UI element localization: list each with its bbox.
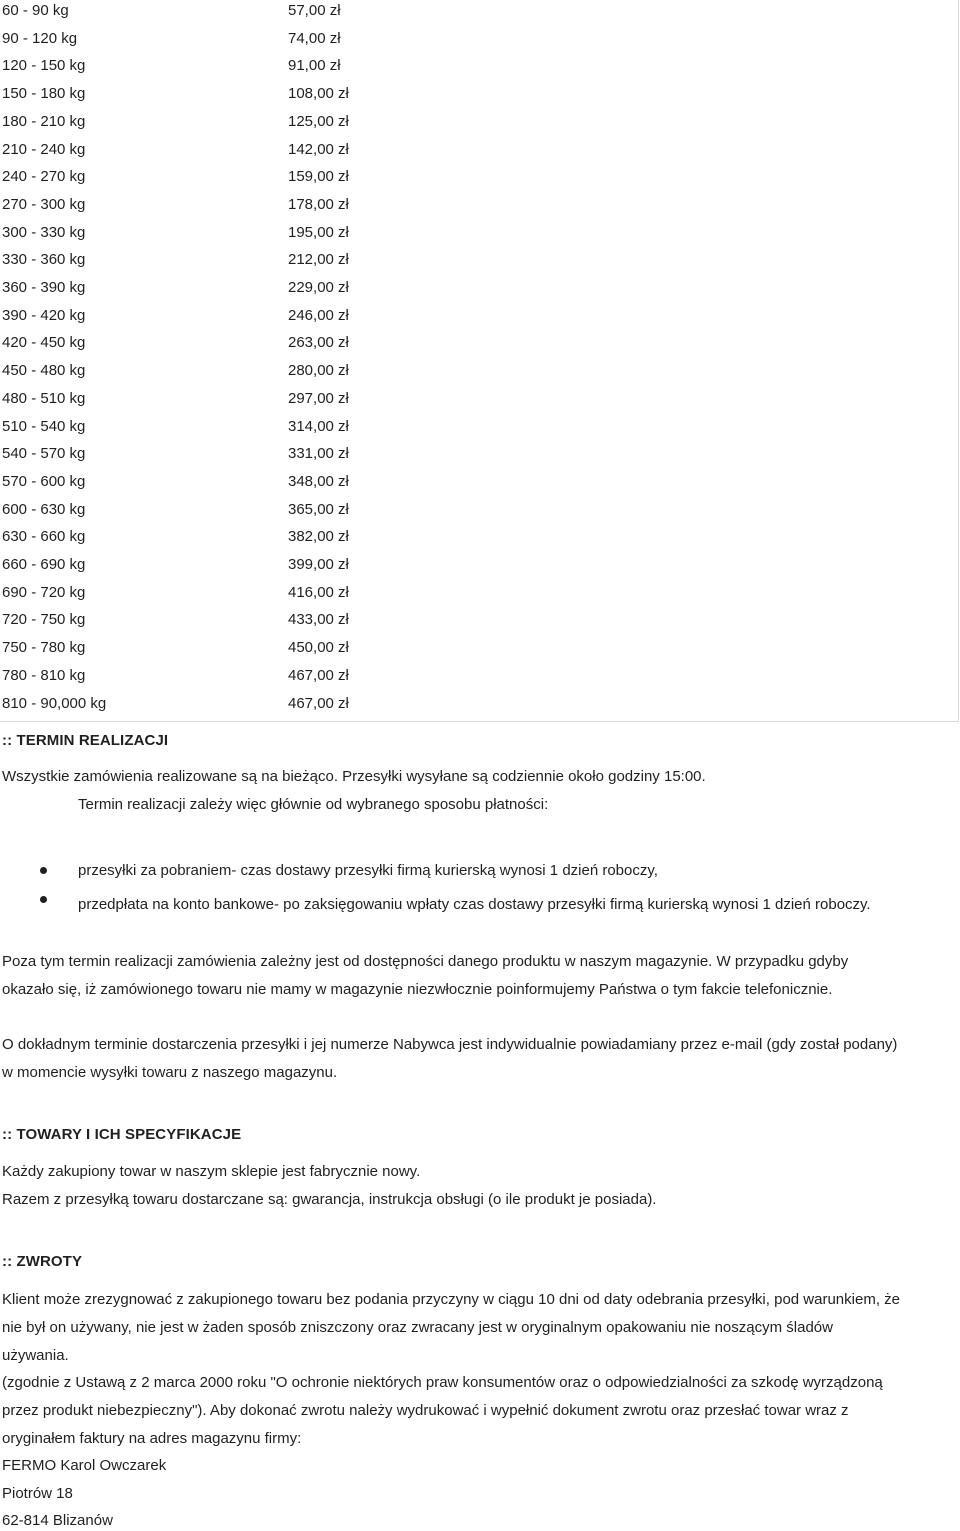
table-row (0, 249, 958, 277)
weight-range: 540 - 570 kg (2, 445, 86, 463)
shipping-price: 450,00 zł (288, 639, 349, 657)
shipping-price: 195,00 zł (288, 223, 349, 241)
shipping-price: 212,00 zł (288, 251, 349, 269)
weight-range: 150 - 180 kg (2, 85, 86, 103)
shipping-price: 91,00 zł (288, 57, 341, 75)
weight-range: 450 - 480 kg (2, 362, 86, 380)
shipping-price: 280,00 zł (288, 362, 349, 380)
towary-line-2: Razem z przesyłką towaru dostarczane są: gwarancja, instrukcja obsługi (o ile produkt je posiada). (2, 1191, 657, 1208)
shipping-price: 467,00 zł (288, 666, 349, 684)
termin-heading: :: TERMIN REALIZACJI (2, 732, 169, 749)
table-row (0, 0, 958, 28)
shipping-price: 263,00 zł (288, 334, 349, 352)
shipping-price: 74,00 zł (288, 29, 341, 47)
table-row (0, 693, 958, 721)
zwroty-heading: :: ZWROTY (2, 1253, 83, 1270)
weight-range: 750 - 780 kg (2, 639, 86, 657)
zwroty-line: przez produkt niebezpieczny"). Aby dokonać zwrotu należy wydrukować i wypełnić dokument zwrotu oraz przesłać towar wraz z (2, 1402, 849, 1419)
zwroty-line: nie był on używany, nie jest w żaden sposób zniszczony oraz zwracany jest w oryginalnym opakowaniu nie noszącym śladów (2, 1319, 833, 1336)
table-row (0, 526, 958, 554)
shipping-price: 246,00 zł (288, 306, 349, 324)
towary-heading: :: TOWARY I ICH SPECYFIKACJE (2, 1126, 242, 1143)
weight-range: 60 - 90 kg (2, 2, 69, 19)
termin-bullet-2: przedpłata na konto bankowe- po zaksięgowaniu wpłaty czas dostawy przesyłki firmą kurierską wynosi 1 dzień roboczy. (78, 896, 871, 913)
weight-range: 330 - 360 kg (2, 251, 86, 269)
table-row (0, 332, 958, 360)
weight-range: 660 - 690 kg (2, 556, 86, 573)
shipping-price: 365,00 zł (288, 500, 349, 518)
table-row (0, 609, 958, 637)
shipping-price: 467,00 zł (288, 694, 349, 712)
weight-range: 480 - 510 kg (2, 389, 86, 407)
weight-range: 120 - 150 kg (2, 57, 86, 75)
weight-range: 420 - 450 kg (2, 334, 86, 352)
shipping-price: 178,00 zł (288, 195, 349, 213)
shipping-price: 142,00 zł (288, 140, 349, 158)
table-row (0, 582, 958, 610)
weight-range: 630 - 660 kg (2, 528, 86, 546)
table-row (0, 28, 958, 56)
table-row (0, 554, 958, 582)
zwroty-line: Klient może zrezygnować z zakupionego towaru bez podania przyczyny w ciągu 10 dni od daty odebrania przesyłki, pod warunkiem, że (2, 1291, 900, 1308)
shipping-price: 399,00 zł (288, 556, 349, 573)
bullet-dot (40, 896, 47, 903)
weight-range: 810 - 90,000 kg (2, 694, 107, 712)
shipping-price: 229,00 zł (288, 279, 349, 296)
shipping-price: 125,00 zł (288, 112, 349, 130)
weight-range: 180 - 210 kg (2, 112, 86, 130)
table-row (0, 471, 958, 499)
table-row (0, 637, 958, 665)
termin-para3-line1: O dokładnym terminie dostarczenia przesyłki i jej numerze Nabywca jest indywidualnie powiadamiany przez e-mail (gdy został podany) (2, 1036, 898, 1053)
shipping-price: 416,00 zł (288, 583, 349, 601)
table-row (0, 416, 958, 444)
table-row (0, 499, 958, 527)
company-postal: 62-814 Blizanów (2, 1512, 113, 1529)
shipping-price: 108,00 zł (288, 85, 349, 103)
weight-range: 600 - 630 kg (2, 500, 86, 518)
table-row (0, 443, 958, 471)
termin-para2-line2: okazało się, iż zamówionego towaru nie mamy w magazynie niezwłocznie poinformujemy Państwa o tym fakcie telefonicznie. (2, 981, 833, 998)
table-row (0, 277, 958, 305)
company-name: FERMO Karol Owczarek (2, 1457, 167, 1474)
weight-range: 780 - 810 kg (2, 666, 86, 684)
table-row (0, 222, 958, 250)
table-row (0, 194, 958, 222)
shipping-price: 314,00 zł (288, 417, 349, 435)
shipping-price: 331,00 zł (288, 445, 349, 463)
zwroty-line: używania. (2, 1347, 69, 1364)
shipping-price: 297,00 zł (288, 389, 349, 407)
weight-range: 210 - 240 kg (2, 140, 86, 158)
table-row (0, 83, 958, 111)
bullet-dot (40, 867, 47, 874)
weight-range: 570 - 600 kg (2, 472, 86, 490)
weight-range: 300 - 330 kg (2, 223, 86, 241)
termin-para2-line1: Poza tym termin realizacji zamówienia zależny jest od dostępności danego produktu w naszym magazynie. W przypadku gdyby (2, 953, 849, 970)
shipping-price: 57,00 zł (288, 2, 341, 19)
zwroty-line: (zgodnie z Ustawą z 2 marca 2000 roku "O ochronie niektórych praw konsumentów oraz o odpowiedzialności za szkodę wyrządzoną (2, 1374, 883, 1391)
table-row (0, 166, 958, 194)
shipping-price-table (0, 0, 959, 722)
termin-line-1: Wszystkie zamówienia realizowane są na bieżąco. Przesyłki wysyłane są codziennie około godziny 15:00. (2, 768, 706, 785)
company-street: Piotrów 18 (2, 1485, 73, 1502)
termin-bullet-1: przesyłki za pobraniem- czas dostawy przesyłki firmą kurierską wynosi 1 dzień roboczy, (78, 862, 658, 879)
weight-range: 690 - 720 kg (2, 583, 86, 601)
table-row (0, 305, 958, 333)
table-row (0, 111, 958, 139)
shipping-price: 348,00 zł (288, 472, 349, 490)
weight-range: 390 - 420 kg (2, 306, 86, 324)
zwroty-line: oryginałem faktury na adres magazynu firmy: (2, 1430, 302, 1447)
weight-range: 720 - 750 kg (2, 611, 86, 629)
shipping-price: 433,00 zł (288, 611, 349, 629)
table-row (0, 55, 958, 83)
termin-line-2: Termin realizacji zależy więc głównie od wybranego sposobu płatności: (78, 796, 549, 813)
table-row (0, 139, 958, 167)
shipping-price: 382,00 zł (288, 528, 349, 546)
weight-range: 360 - 390 kg (2, 279, 86, 296)
shipping-price: 159,00 zł (288, 168, 349, 186)
weight-range: 240 - 270 kg (2, 168, 86, 186)
termin-para3-line2: w momencie wysyłki towaru z naszego magazynu. (2, 1064, 338, 1081)
weight-range: 90 - 120 kg (2, 29, 78, 47)
table-row (0, 388, 958, 416)
table-row (0, 360, 958, 388)
table-row (0, 665, 958, 693)
towary-line-1: Każdy zakupiony towar w naszym sklepie jest fabrycznie nowy. (2, 1163, 421, 1180)
weight-range: 270 - 300 kg (2, 195, 86, 213)
weight-range: 510 - 540 kg (2, 417, 86, 435)
